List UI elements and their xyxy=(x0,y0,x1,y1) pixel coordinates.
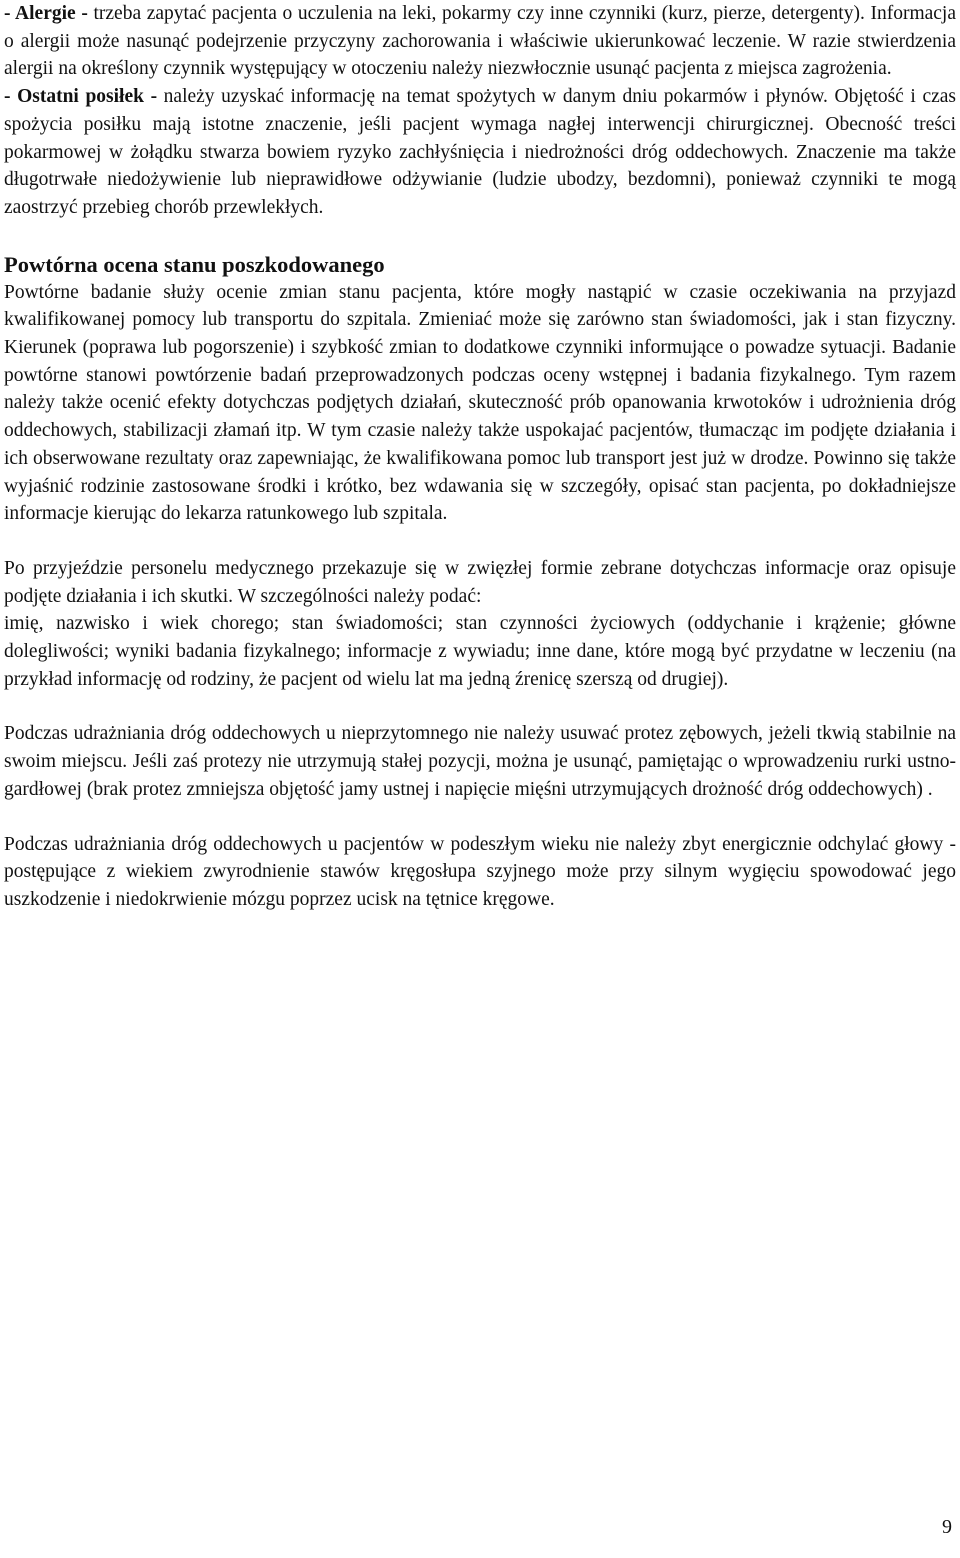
allergy-label: - Alergie - xyxy=(4,3,88,24)
section-heading: Powtórna ocena stanu poszkodowanego xyxy=(4,251,385,277)
last-meal-paragraph xyxy=(4,83,956,222)
handover-paragraph: Po przyjeździe personelu medycznego przekazuje się w zwięzłej formie zebrane dotychczas informacje oraz opisuje podjęte działania i ich skutki. W szczególności należy podać: xyxy=(4,557,956,607)
reassessment-paragraph: Powtórne badanie służy ocenie zmian stanu pacjenta, które mogły nastąpić w czasie oczekiwania na przyjazd kwalifikowanej pomocy lub transportu do szpitala. Zmieniać może się zarówno stan świadomości, jak i stan fizyczny. Kierunek (poprawa lub pogorszenie) i szybkość zmian to dodatkowe czynniki informujące o powadze sytuacji. Badanie powtórne stanowi powtórzenie badań przeprowadzonych podczas oceny wstępnej i badania fizykalnego. Tym razem należy także ocenić efekty dotychczas podjętych działań, skuteczność prób opanowania krwotoków i udrożnienia dróg oddechowych, stabilizacji złamań itp. W tym czasie należy także uspokajać pacjentów, tłumacząc im podjęte działania i ich obserwowane rezultaty oraz zapewniając, że kwalifikowana pomoc lub transport jest już w drodze. Powinno się także wyjaśnić rodzinie zastosowane środki i krótko, bez wdawania się w szczegóły, opisać stan pacjenta, po dokładniejsze informacje kierując do lekarza ratunkowego lub szpitala. xyxy=(4,281,956,525)
handover-details-paragraph: imię, nazwisko i wiek chorego; stan świadomości; stan czynności życiowych (oddychanie i krążenie; główne dolegliwości; wyniki badania fizykalnego; informacje z wywiadu; inne dane, które mogą być przydatne w leczeniu (na przykład informację od rodziny, że pacjent od wielu lat ma jedną źrenicę szerszą od drugiej). xyxy=(4,613,956,690)
elderly-airway-paragraph: Podczas udrażniania dróg oddechowych u pacjentów w podeszłym wieku nie należy zbyt energicznie odchylać głowy - postępujące z wiekiem zwyrodnienie stawów kręgosłupa szyjnego może przy silnym wygięciu spowodować jego uszkodzenie i niedokrwienie mózgu poprzez ucisk na tętnice kręgowe. xyxy=(4,833,956,910)
document-page xyxy=(4,0,956,914)
dentures-paragraph: Podczas udrażniania dróg oddechowych u nieprzytomnego nie należy usuwać protez zębowych, jeżeli tkwią stabilnie na swoim miejscu. Jeśli zaś protezy nie utrzymują stałej pozycji, można je usunąć, pamiętając o wprowadzeniu rurki ustno-gardłowej (brak protez zmniejsza objętość jamy ustnej i napięcie mięśni utrzymujących drożność dróg oddechowych) . xyxy=(4,723,956,800)
allergy-text: trzeba zapytać pacjenta o uczulenia na leki, pokarmy czy inne czynniki (kurz, pierze, detergenty). Informacja o alergii może nasunąć podejrzenie przyczyny zachorowania i właściwie ukierunkować leczenie. W razie stwierdzenia alergii na określony czynnik występujący w otoczeniu należy niezwłocznie usunąć pacjenta z miejsca zagrożenia. xyxy=(4,3,956,80)
page-number: 9 xyxy=(942,1516,952,1538)
allergy-paragraph xyxy=(4,0,956,83)
last-meal-text: należy uzyskać informację na temat spożytych w danym dniu pokarmów i płynów. Objętość i czas spożycia posiłku mają istotne znaczenie, jeśli pacjent wymaga nagłej interwencji chirurgicznej. Obecność treści pokarmowej w żołądku stwarza bowiem ryzyko zachłyśnięcia i niedrożności dróg oddechowych. Znaczenie ma także długotrwałe niedożywienie lub nieprawidłowe odżywianie (ludzie ubodzy, bezdomni), ponieważ czynniki te mogą zaostrzyć przebieg chorób przewlekłych. xyxy=(4,86,956,218)
last-meal-label: - Ostatni posiłek - xyxy=(4,86,158,108)
